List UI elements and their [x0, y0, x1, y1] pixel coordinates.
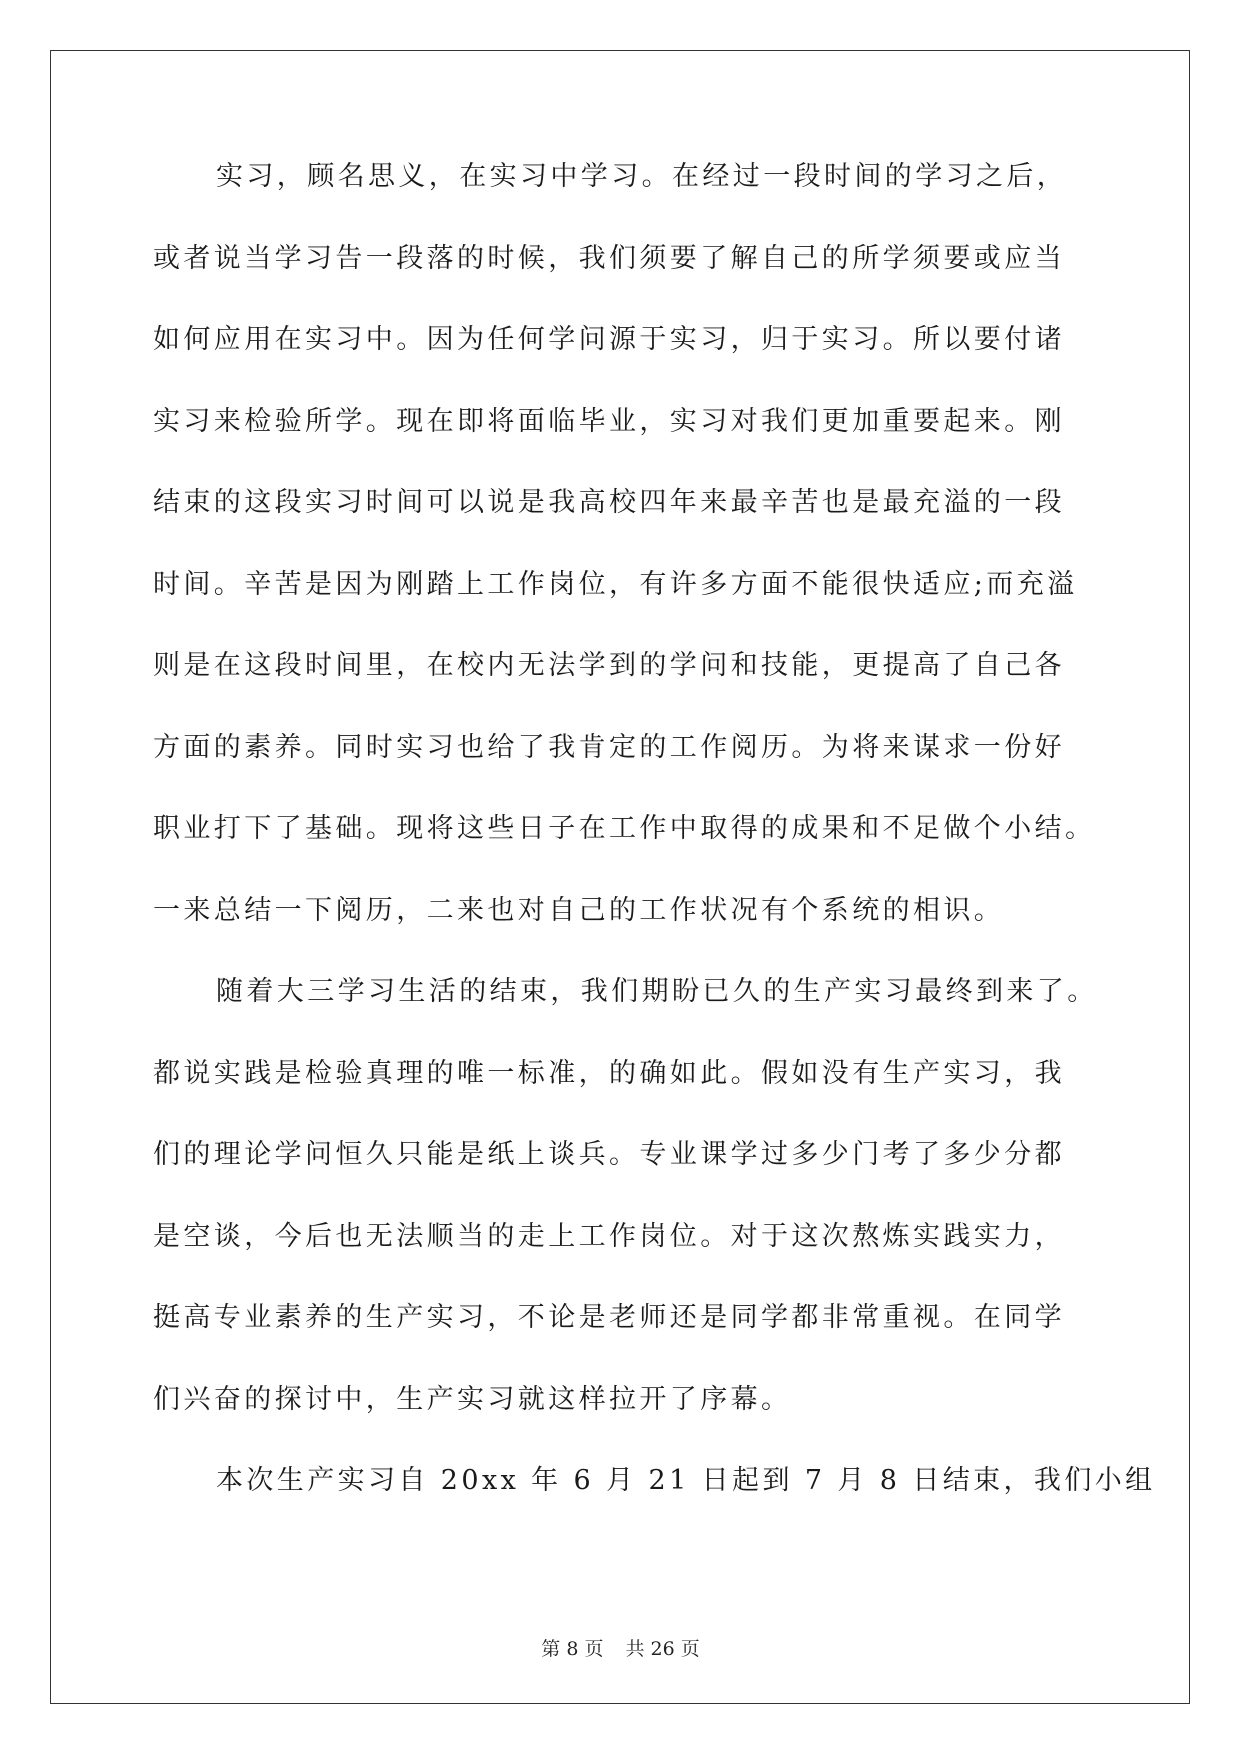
page-footer	[0, 1634, 1241, 1661]
paragraph-2-line-2: 都说实践是检验真理的唯一标准，的确如此。假如没有生产实习，我	[153, 1057, 1065, 1089]
paragraph-1-line-9: 职业打下了基础。现将这些日子在工作中取得的成果和不足做个小结。	[153, 813, 1096, 844]
page-total: 共 26 页	[625, 1638, 700, 1660]
page-number: 第 8 页	[541, 1638, 604, 1660]
paragraph-1-line-4: 实习来检验所学。现在即将面临毕业，实习对我们更加重要起来。刚	[153, 405, 1065, 437]
document-body	[153, 160, 1156, 1546]
paragraph-2-line-5: 挺高专业素养的生产实习，不论是老师还是同学都非常重视。在同学	[153, 1302, 1065, 1333]
paragraph-2-line-4: 是空谈，今后也无法顺当的走上工作岗位。对于这次熬炼实践实力，	[153, 1220, 1065, 1252]
paragraph-2-line-6: 们兴奋的探讨中，生产实习就这样拉开了序幕。	[153, 1383, 792, 1415]
paragraph-1-line-1: 实习，顾名思义，在实习中学习。在经过一段时间的学习之后，	[216, 161, 1068, 192]
paragraph-1-line-10: 一来总结一下阅历，二来也对自己的工作状况有个系统的相识。	[153, 894, 1005, 926]
paragraph-2-line-1: 随着大三学习生活的结束，我们期盼已久的生产实习最终到来了。	[216, 976, 1098, 1007]
paragraph-3-line-1: 本次生产实习自 20xx 年 6 月 21 日起到 7 月 8 日结束，我们小组	[216, 1465, 1156, 1496]
paragraph-1-line-3: 如何应用在实习中。因为任何学问源于实习，归于实习。所以要付诸	[153, 324, 1065, 355]
paragraph-1-line-2: 或者说当学习告一段落的时候，我们须要了解自己的所学须要或应当	[153, 242, 1065, 274]
paragraph-1-line-5: 结束的这段实习时间可以说是我高校四年来最辛苦也是最充溢的一段	[153, 487, 1065, 518]
paragraph-1-line-7: 则是在这段时间里，在校内无法学到的学问和技能，更提高了自己各	[153, 650, 1065, 681]
paragraph-1-line-8: 方面的素养。同时实习也给了我肯定的工作阅历。为将来谋求一份好	[153, 731, 1065, 763]
paragraph-2-line-3: 们的理论学问恒久只能是纸上谈兵。专业课学过多少门考了多少分都	[153, 1139, 1065, 1170]
paragraph-1-line-6: 时间。辛苦是因为刚踏上工作岗位，有许多方面不能很快适应;而充溢	[153, 568, 1078, 600]
